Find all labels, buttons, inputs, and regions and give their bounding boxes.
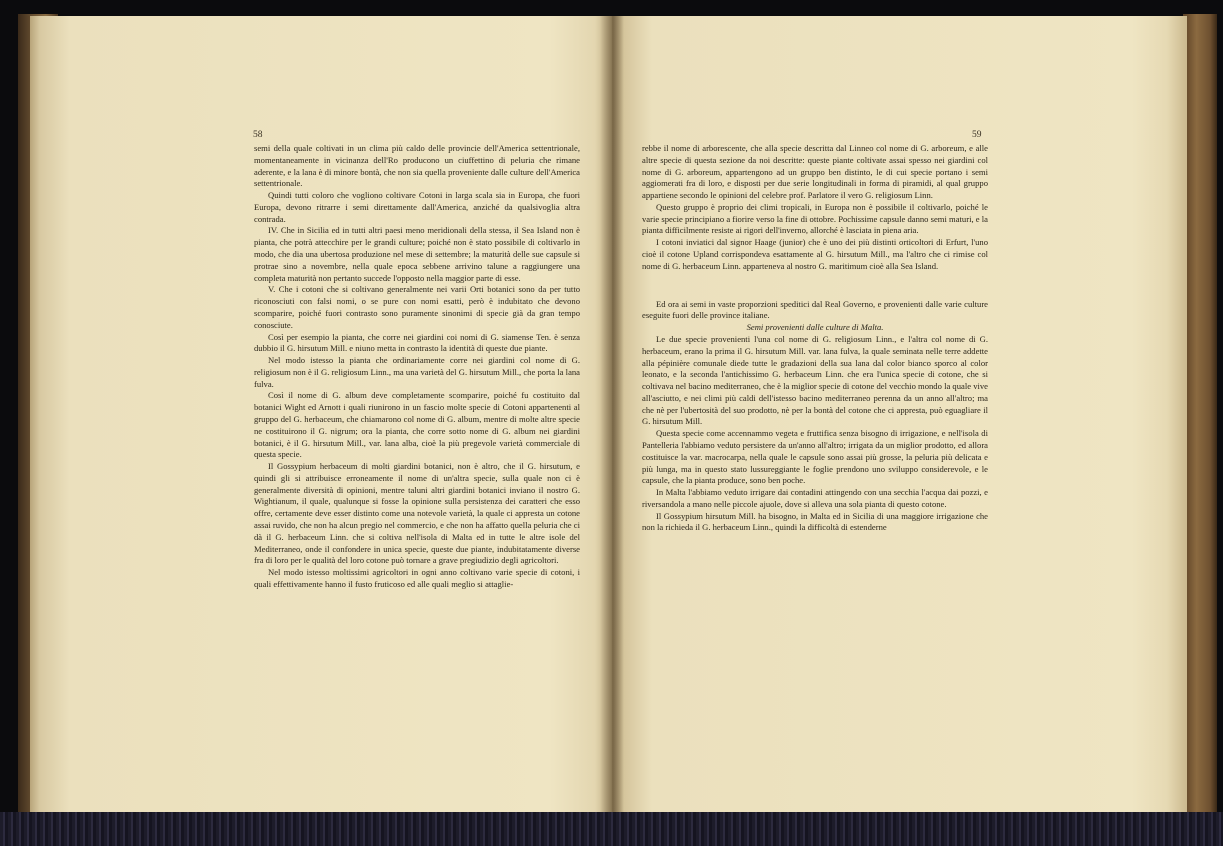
page-number: 59	[972, 130, 982, 140]
paragraph: V. Che i cotoni che si coltivano generalmente nei varii Orti botanici sono da per tutto riconosciuti con falsi nomi, o se pure con nomi esatti, però è indubitato che devono scomparire, poiché fuori contrasto sono puramente sinonimi di specie già da gran tempo conosciute.	[254, 284, 580, 330]
paragraph: Il Gossypium hirsutum Mill. ha bisogno, in Malta ed in Sicilia di una maggiore irrigazione che non la richieda il G. herbaceum Linn., quindi la difficoltà di estenderne	[642, 510, 988, 533]
paragraph: Nel modo istesso moltissimi agricoltori in ogni anno coltivano varie specie di cotoni, i quali effettivamente hanno il fusto fruticoso ed alle quali meglio si attaglie-	[254, 567, 580, 589]
paragraph: Nel modo istesso la pianta che ordinariamente corre nei giardini col nome di G. religiosum non è il G. religiosum Linn., ma una varietà del G. hirsutum Mill., che porta la lana fulva.	[254, 355, 580, 389]
paragraph: Questa specie come accennammo vegeta e fruttifica senza bisogno di irrigazione, e nell'isola di Pantelleria l'abbiamo veduto persistere da un'anno all'altro; irrigata da un miglior prodotto, ed allora costituisce la var. macrocarpa, nella quale le capsule sono assai più grosse, la peluria più delicata e più lunga, ma in questo stato lussureggiante le foglie prendono uno sviluppo considerevole, e le capsule, che la pianta produce, sono ben poche.	[642, 428, 988, 486]
paragraph: Quindi tutti coloro che vogliono coltivare Cotoni in larga scala sia in Europa, che fuori Europa, devono ritrarre i semi direttamente dall'America, anziché da qualsivoglia altra contrada.	[254, 190, 580, 224]
right-page	[612, 16, 1187, 822]
left-page	[30, 16, 612, 822]
table-surface	[0, 812, 1223, 846]
book-cover-right	[1183, 14, 1217, 826]
section-spacer	[642, 273, 988, 299]
paragraph: IV. Che in Sicilia ed in tutti altri paesi meno meridionali della stessa, il Sea Island non è pianta, che potrà attecchire per le grandi culture; poiché non è stato possibile di coltivarlo in modo, che dia una ubertosa produzione nel mese di settembre; la maturità delle sue capsule si protrae sino a novembre, nella quale epoca sebbene arrivino talune a raggiungere una completa maturità non pertanto succede l'opposto nella maggior parte di esse.	[254, 225, 580, 283]
page-number: 58	[253, 130, 263, 140]
paragraph: Le due specie provenienti l'una col nome di G. religiosum Linn., e l'altra col nome di G. herbaceum, erano la prima il G. hirsutum Mill. var. lana fulva, la quale seminata nelle terre addette alla pépinière comunale diede tutte le gradazioni della sua lana dal color bianco sporco al color leonato, e la seconda l'antichissimo G. herbaceum Linn. che era l'unica specie di cotone, che si coltivava nel bacino mediterraneo, che è la miglior specie di cotone del vecchio mondo la quale vive all'asciutto, e nei climi più caldi dell'istesso bacino mediterraneo perenna da un anno all'altro; ma che nè per l'ubertosità del suo prodotto, nè per la bontà del cotone che ci appresta, può eguagliare il G. hirsutum Mill.	[642, 333, 988, 427]
left-page-text	[254, 143, 580, 591]
paragraph: Così per esempio la pianta, che corre nei giardini coi nomi di G. siamense Ten. è senza dubbio il G. hirsutum Mill. e niuno metta in contrasto la identità di queste due piante.	[254, 331, 580, 354]
paragraph: Così il nome di G. album deve completamente scomparire, poiché fu costituito dal botanici Wight ed Arnott i quali riunirono in un fascio molte specie di Cotoni appartenenti al gruppo del G. herbaceum, che chiamarono col nome di G. album, mentre di molte altre specie ne costituirono il G. nigrum; ora la pianta, che corre sotto nome di G. album nei giardini botanici, è il G. hirsutum Mill., var. lana alba, cioè la più pregevole varietà commerciale di questa specie.	[254, 390, 580, 460]
paragraph: semi della quale coltivati in un clima più caldo delle provincie dell'America settentrionale, momentaneamente in vicinanza dell'Ro producono un ciuffettino di peluria che rimane aderente, e la lana è di minore bontà, che non sia quella proveniente dalle culture dell'America settentrionale.	[254, 143, 580, 189]
paragraph: In Malta l'abbiamo veduto irrigare dai contadini attingendo con una secchia l'acqua dai pozzi, e riversandola a mano nelle piccole ajuole, dove si alleva una sola pianta di questo cotone.	[642, 487, 988, 509]
right-page-text	[642, 143, 988, 534]
paragraph: rebbe il nome di arborescente, che alla specie descritta dal Linneo col nome di G. arboreum, e alle altre specie di questa sezione da noi descritte: queste piante coltivate assai spesso nei giardini col nome di G. arboreum, appartengono ad un gruppo ben distinto, le di cui specie portano i semi aggiomerati fra di loro, e disposti per due serie longitudinali in forma di piramidi, al qual gruppo appartiene secondo le opinioni del celebre prof. Parlatore il vero G. religiosum Linn.	[642, 143, 988, 201]
paragraph: Questo gruppo è proprio dei climi tropicali, in Europa non è possibile il coltivarlo, poiché le varie specie principiano a fiorire verso la fine di ottobre. Pochissime capsule danno semi maturi, e la pianta difficilmente resiste ai rigori dell'inverno, allorché è lasciata in piena aria.	[642, 201, 988, 236]
section-heading: Semi provenienti dalle culture di Malta.	[746, 322, 884, 333]
paragraph: I cotoni inviatici dal signor Haage (junior) che è uno dei più distinti orticoltori di Erfurt, l'uno cioè il cotone Upland corrispondeva esattamente al G. hirsutum Mill., ma l'altro che ci rimise col nome di G. herbaceum Linn. apparteneva al nostro G. maritimum cioè alla Sea Island.	[642, 237, 988, 271]
paragraph: Il Gossypium herbaceum di molti giardini botanici, non è altro, che il G. hirsutum, e quindi gli si attribuisce erroneamente il nome di un'altra specie, sulla quale non ci è generalmente diversità di opinioni, mentre taluni altri giardini botanici inviano il nostro G. Wightianum, il quale, qualunque si fosse la opinione sulla persistenza dei caratteri che esso offre, certamente deve esser distinto come una notevole varietà, la quale ci appresta un cotone assai ruvido, che non ha alcun pregio nel commercio, e che non ha affatto quella peluria che ci dà il G. herbaceum Linn. che si coltiva nell'isola di Malta ed in tutte le altre isole del Mediterraneo, onde il confondere in unica specie, queste due piante, indubitatamente diverse fra di loro per le qualità del loro cotone può tornare a grave pregiudizio degli agricoltori.	[254, 461, 580, 566]
paragraph: Ed ora ai semi in vaste proporzioni speditici dal Real Governo, e provenienti dalle varie culture eseguite fuori delle province italiane.	[642, 298, 988, 321]
